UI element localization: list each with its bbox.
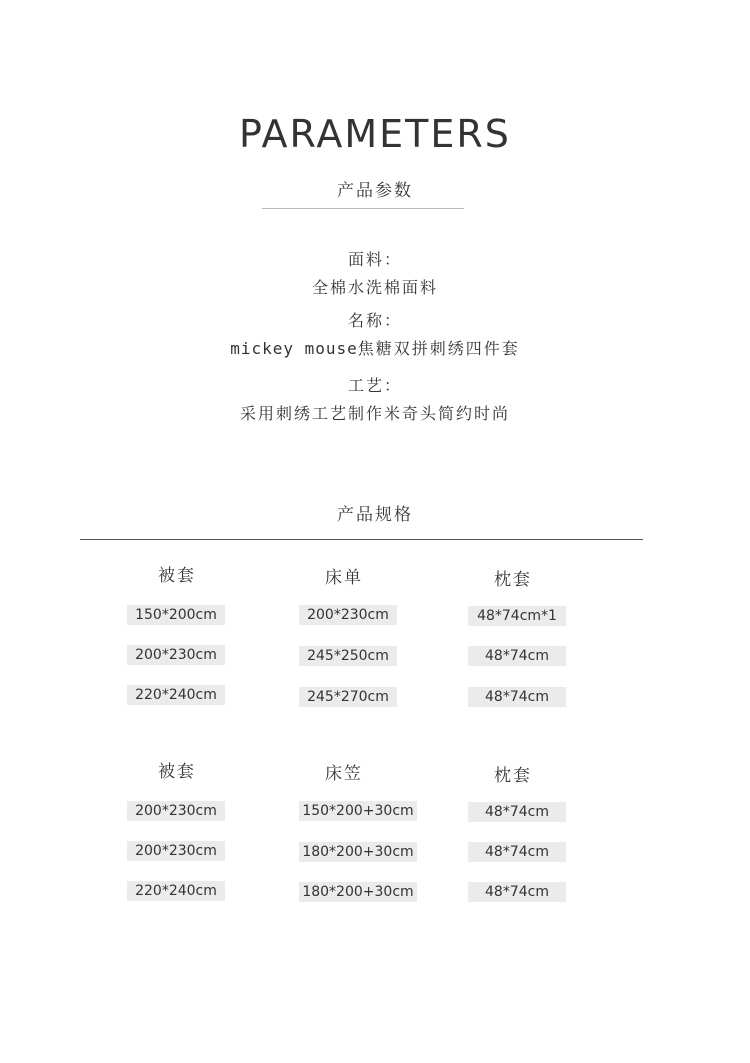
table1-header-sheet: 床单 xyxy=(325,568,363,588)
table2-r2-pillow: 48*74cm xyxy=(468,842,566,862)
table2-r3-fitted-sheet: 180*200+30cm xyxy=(299,882,417,902)
table1-r2-duvet: 200*230cm xyxy=(127,645,225,665)
table2-r3-pillow: 48*74cm xyxy=(468,882,566,902)
table1-r3-pillow: 48*74cm xyxy=(468,687,566,707)
fabric-label: 面料： xyxy=(347,250,402,269)
table1-r1-duvet: 150*200cm xyxy=(127,605,225,625)
name-value xyxy=(0,336,750,359)
table2-r2-duvet: 200*230cm xyxy=(127,841,225,861)
table2-header-duvet: 被套 xyxy=(158,762,196,782)
craft-value: 采用刺绣工艺制作米奇头简约时尚 xyxy=(239,404,510,423)
table2-r1-fitted-sheet: 150*200+30cm xyxy=(299,801,417,821)
table1-r3-duvet: 220*240cm xyxy=(127,685,225,705)
table2-r1-duvet: 200*230cm xyxy=(127,801,225,821)
specs-title: 产品规格 xyxy=(337,505,413,525)
page-title: PARAMETERS xyxy=(239,112,511,156)
page-subtitle: 产品参数 xyxy=(337,181,413,201)
name-label: 名称： xyxy=(347,311,402,330)
craft-label: 工艺： xyxy=(347,376,402,395)
table2-r2-fitted-sheet: 180*200+30cm xyxy=(299,842,417,862)
table1-header-duvet: 被套 xyxy=(158,566,196,586)
table1-r1-sheet: 200*230cm xyxy=(299,605,397,625)
table2-header-pillow: 枕套 xyxy=(494,766,532,786)
table2-r3-duvet: 220*240cm xyxy=(127,881,225,901)
fabric-value: 全棉水洗棉面料 xyxy=(311,278,438,297)
table1-header-pillow: 枕套 xyxy=(494,570,532,590)
name-value-latin: mickey mouse xyxy=(230,339,358,358)
title-divider xyxy=(262,208,464,209)
specs-divider xyxy=(80,539,643,540)
table1-r2-pillow: 48*74cm xyxy=(468,646,566,666)
name-value-cn: 焦糖双拼刺绣四件套 xyxy=(357,339,520,358)
table1-r2-sheet: 245*250cm xyxy=(299,646,397,666)
table1-r1-pillow: 48*74cm*1 xyxy=(468,606,566,626)
table2-r1-pillow: 48*74cm xyxy=(468,802,566,822)
table1-r3-sheet: 245*270cm xyxy=(299,687,397,707)
table2-header-fitted-sheet: 床笠 xyxy=(325,764,363,784)
